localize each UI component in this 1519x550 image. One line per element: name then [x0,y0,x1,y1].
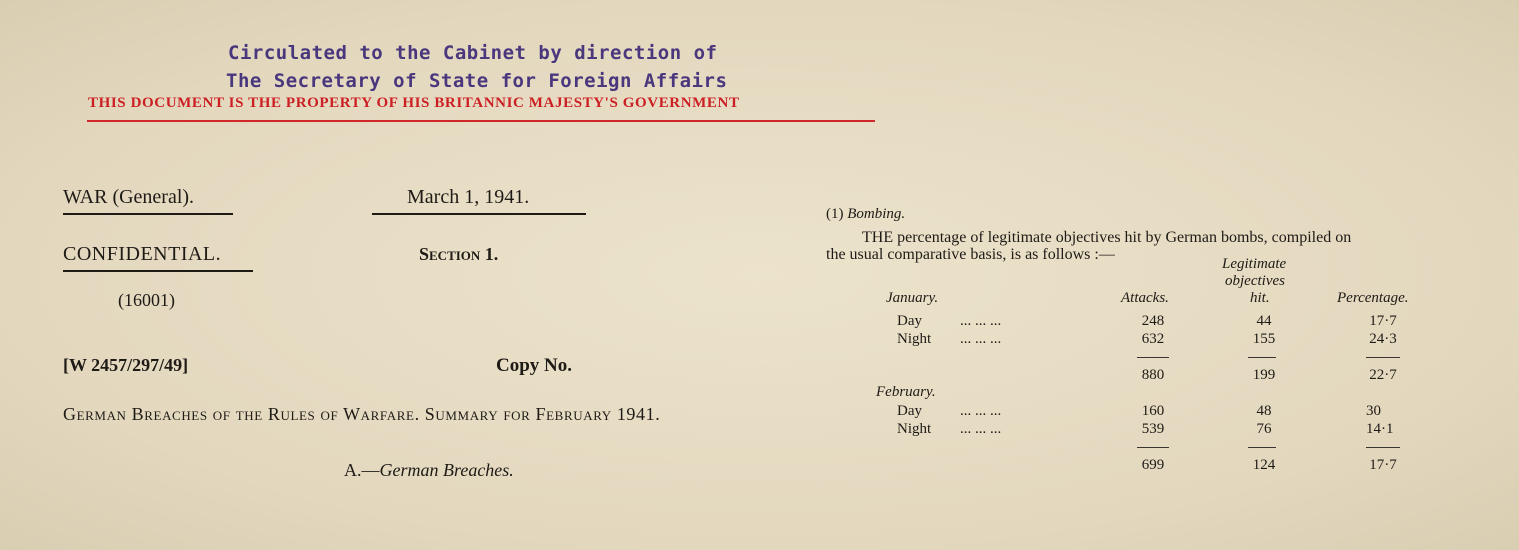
bombing-heading [826,206,905,223]
jan-total-hit: 199 [1252,367,1276,383]
confidential-label: CONFIDENTIAL. [63,243,222,265]
circulation-stamp-line1: Circulated to the Cabinet by direction of [228,42,718,64]
feb-night-pct: 14·1 [1366,421,1394,437]
feb-day-pct: 30 [1366,403,1381,419]
jan-night-label: Night [897,331,932,347]
feb-day-label: Day [897,403,922,419]
jan-day-hit: 44 [1256,313,1272,329]
col-percentage: Percentage. [1337,290,1409,306]
confidential-rule [63,270,253,272]
war-general-rule [63,213,233,215]
feb-total-pct: 17·7 [1369,457,1397,473]
total-rule [1137,447,1169,448]
jan-night-attacks: 632 [1141,331,1165,347]
jan-total-attacks: 880 [1141,367,1165,383]
leader-dots: ... ... ... [960,313,1002,329]
jan-day-pct: 17·7 [1369,313,1397,329]
col-attacks: Attacks. [1121,290,1169,306]
total-rule [1248,357,1276,358]
bombing-heading-number: (1) [826,206,844,222]
leader-dots: ... ... ... [960,421,1002,437]
date-rule [372,213,586,215]
feb-total-attacks: 699 [1141,457,1165,473]
jan-total-pct: 22·7 [1369,367,1397,383]
feb-night-hit: 76 [1256,421,1272,437]
total-rule [1366,447,1400,448]
total-rule [1137,357,1169,358]
bombing-intro-line1: THE percentage of legitimate objectives hit by German bombs, compiled on [862,229,1352,246]
war-general-label: WAR (General). [63,186,195,208]
total-rule [1248,447,1276,448]
bombing-heading-text: Bombing. [847,206,906,222]
subheading [344,460,514,481]
property-notice: THIS DOCUMENT IS THE PROPERTY OF HIS BRITANNIC MAJESTY'S GOVERNMENT [88,95,740,111]
copy-number-label: Copy No. [496,355,573,376]
jan-night-pct: 24·3 [1369,331,1397,347]
document-title: German Breaches of the Rules of Warfare. Summary for February 1941. [63,404,661,424]
total-rule [1366,357,1400,358]
property-underline [87,120,875,122]
circulation-stamp-line2: The Secretary of State for Foreign Affairs [226,70,728,92]
leader-dots: ... ... ... [960,331,1002,347]
bombing-intro-line2: the usual comparative basis, is as follows :— [826,246,1115,263]
section-label: Section 1. [419,244,499,264]
jan-day-label: Day [897,313,922,329]
jan-day-attacks: 248 [1141,313,1165,329]
file-reference: [W 2457/297/49] [63,355,189,375]
subheading-prefix: A.— [344,460,380,480]
month-february: February. [876,384,936,400]
subheading-text: German Breaches. [379,460,514,480]
feb-day-attacks: 160 [1141,403,1165,419]
feb-night-attacks: 539 [1141,421,1165,437]
reference-number: (16001) [118,290,175,310]
document-date: March 1, 1941. [407,186,530,208]
feb-total-hit: 124 [1252,457,1276,473]
feb-day-hit: 48 [1256,403,1272,419]
leader-dots: ... ... ... [960,403,1002,419]
col-legitimate-2: objectives [1225,273,1285,289]
jan-night-hit: 155 [1252,331,1276,347]
feb-night-label: Night [897,421,932,437]
col-legitimate-3: hit. [1250,290,1270,306]
col-legitimate-1: Legitimate [1222,256,1287,272]
month-january: January. [886,290,939,306]
